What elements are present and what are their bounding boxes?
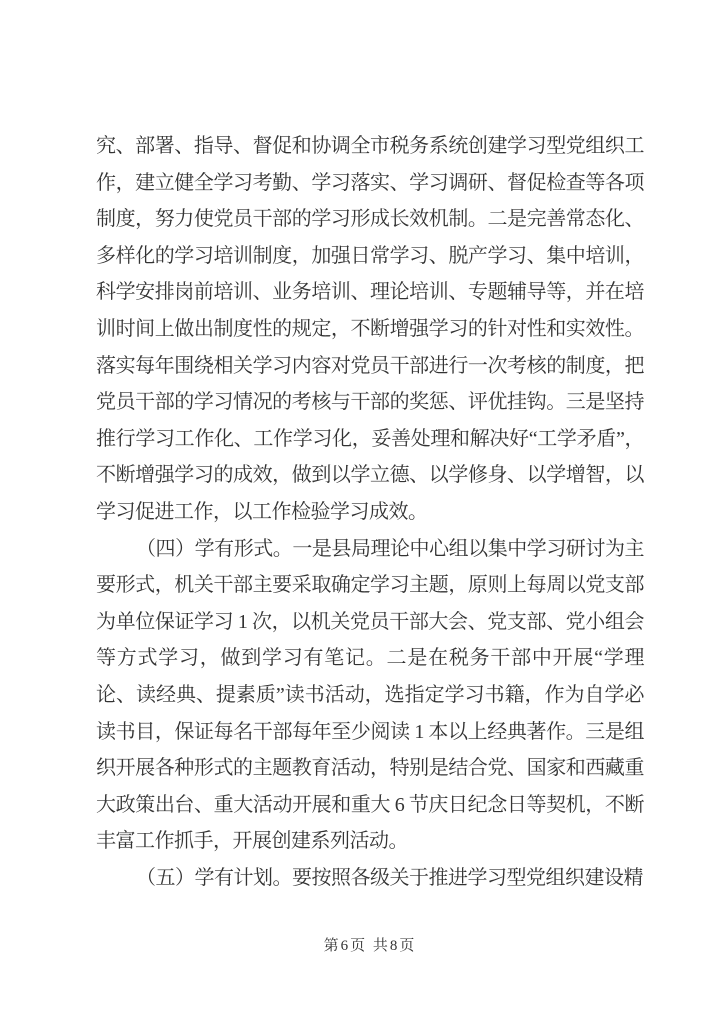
page-number-label: 第6页 共8页 — [323, 938, 417, 954]
paragraph: 究、部署、指导、督促和协调全市税务系统创建学习型党组织工作，建立健全学习考勤、学习落实、学习调研、督促检查等各项制度，努力使党员干部的学习形成长效机制。二是完善常态化、多样化的学习培训制度，加强日常学习、脱产学习、集中培训，科学安排岗前培训、业务培训、理论培训、专题辅导等，并在培训时间上做出制度性的规定，不断增强学习的针对性和实效性。落实每年围绕相关学习内容对党员干部进行一次考核的制度，把党员干部的学习情况的考核与干部的奖惩、评优挂钩。三是坚持推行学习工作化、工作学习化，妥善处理和解决好“工学矛盾”，不断增强学习的成效，做到以学立德、以学修身、以学增智，以学习促进工作，以工作检验学习成效。 — [96, 135, 644, 523]
document-body — [96, 128, 644, 896]
paragraph: （五）学有计划。要按照各级关于推进学习型党组织建设精 — [136, 866, 643, 889]
page-footer — [96, 934, 644, 955]
paragraph: （四）学有形式。一是县局理论中心组以集中学习研讨为主要形式，机关干部主要采取确定学习主题，原则上每周以党支部为单位保证学习 1 次，以机关党员干部大会、党支部、党小组会等方式学习，做到学习有笔记。二是在税务干部中开展“学理论、读经典、提素质”读书活动，选指定学习书籍，作为自学必读书目，保证每名干部每年至少阅读 1 本以上经典著作。三是组织开展各种形式的主题教育活动，特别是结合党、国家和西藏重大政策出台、重大活动开展和重大 6 节庆日纪念日等契机，不断丰富工作抓手，开展创建系列活动。 — [96, 537, 644, 853]
